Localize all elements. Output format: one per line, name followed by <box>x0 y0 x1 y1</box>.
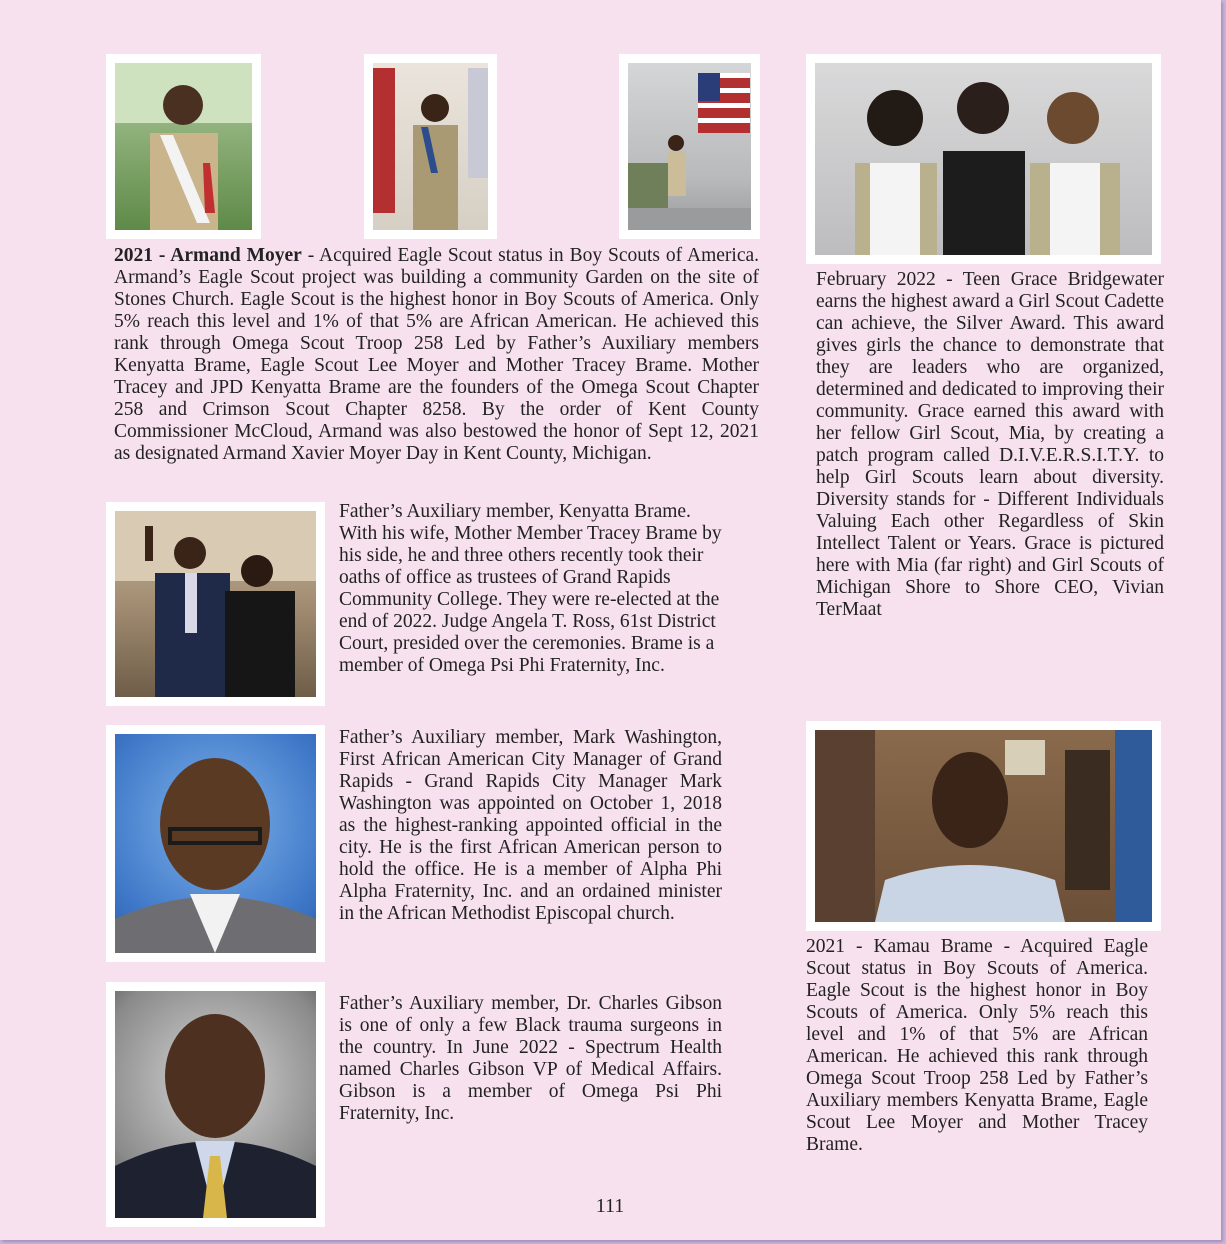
article-charles-gibson <box>339 993 722 1125</box>
article-armand-lead: 2021 - Armand Moyer <box>114 245 302 266</box>
article-grace-bridgewater <box>816 269 1164 621</box>
photo-mark-washington <box>106 725 325 962</box>
article-kamau-brame <box>806 936 1148 1156</box>
photo-scout-with-flags <box>364 54 497 239</box>
article-armand-body: - Acquired Eagle Scout status in Boy Scouts of America. Armand’s Eagle Scout project was building a community Garden on the site of Stones Church. Eagle Scout is the highest honor in Boy Scouts of America. Only 5% reach this level and 1% of that 5% are African American. He achieved this rank through Omega Scout Troop 258 Led by Father’s Auxiliary members Kenyatta Brame, Eagle Scout Lee Moyer and Mother Tracey Brame. Mother Tracey and JPD Kenyatta Brame are the founders of the Omega Scout Chapter 258 and Crimson Scout Chapter 8258. By the order of Kent County Commissioner McCloud, Armand was also bestowed the honor of Sept 12, 2021 as designated Armand Xavier Moyer Day in Kent County, Michigan. <box>114 245 760 464</box>
article-kamau-body: 2021 - Kamau Brame - Acquired Eagle Scout status in Boy Scouts of America. Eagle Scout is the highest honor in Boy Scouts of America. Only 5% reach this level and 1% of that 5% are African American. He achieved this rank through Omega Scout Troop 258 Led by Father’s Auxiliary members Kenyatta Brame, Eagle Scout Lee Moyer and Mother Tracey Brame. <box>806 936 1148 1155</box>
photo-girl-scouts-silver-award <box>806 54 1161 264</box>
article-mark-body: Father’s Auxiliary member, Mark Washington, First African American City Manager of Grand Rapids - Grand Rapids City Manager Mark Washington was appointed on October 1, 2018 as the highest-ranking appointed official in the city. He is the first African American person to hold the office. He is a member of Alpha Phi Alpha Fraternity, Inc. and an ordained minister in the African Methodist Episcopal church. <box>339 727 722 924</box>
article-grace-body: February 2022 - Teen Grace Bridgewater earns the highest award a Girl Scout Cadette can achieve, the Silver Award. This award gives girls the chance to demonstrate that they are leaders who are organized, determined and dedicated to improving their community. Grace earned this award with her fellow Girl Scout, Mia, by creating a patch program called D.I.V.E.R.S.I.T.Y. to help Girl Scouts learn about diversity. Diversity stands for - Different Individuals Valuing Each other Regardless of Skin Intellect Talent or Years. Grace is pictured here with Mia (far right) and Girl Scouts of Michigan Shore to Shore CEO, Vivian TerMaat <box>816 269 1164 620</box>
photo-kamau-brame-video-call <box>806 721 1161 931</box>
article-kenyatta-body: Father’s Auxiliary member, Kenyatta Brame. With his wife, Mother Member Tracey Brame by his side, he and three others recently took their oaths of office as trustees of Grand Rapids Community College. They were re-elected at the end of 2022. Judge Angela T. Ross, 61st District Court, presided over the ceremonies. Brame is a member of Omega Psi Phi Fraternity, Inc. <box>339 501 722 676</box>
photo-charles-gibson <box>106 982 325 1227</box>
article-kenyatta-brame <box>339 501 731 677</box>
article-armand-moyer <box>114 245 759 465</box>
photo-scout-american-flag <box>619 54 760 239</box>
photo-kenyatta-brame-oath <box>106 502 325 706</box>
page-number: 111 <box>595 1195 625 1217</box>
article-charles-body: Father’s Auxiliary member, Dr. Charles Gibson is one of only a few Black trauma surgeons in the country. In June 2022 - Spectrum Health named Charles Gibson VP of Medical Affairs. Gibson is a member of Omega Psi Phi Fraternity, Inc. <box>339 993 722 1124</box>
article-mark-washington <box>339 727 722 925</box>
photo-armand-scout-uniform <box>106 54 261 239</box>
